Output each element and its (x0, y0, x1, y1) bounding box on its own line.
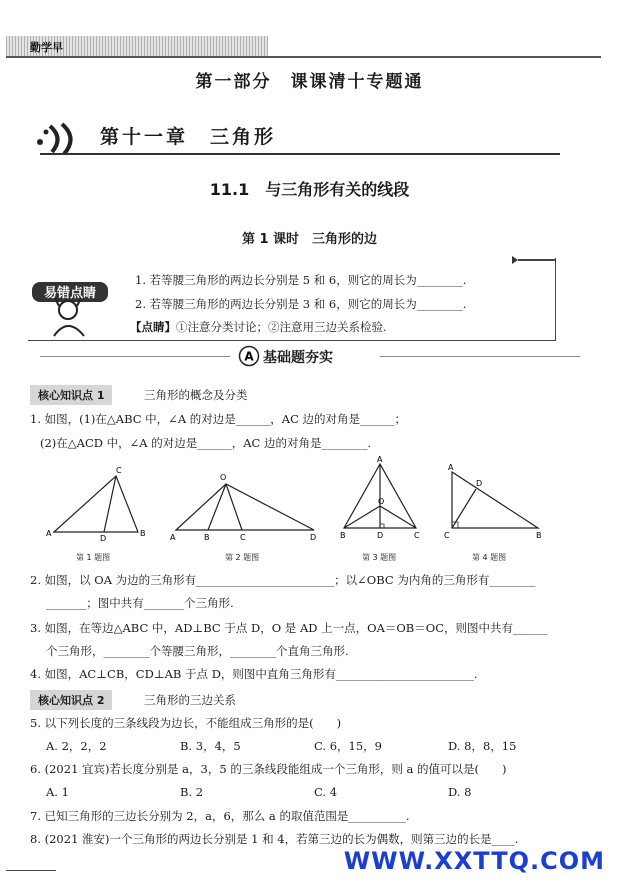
q3-line2: 个三角形，________个等腰三角形，________个直角三角形. (46, 644, 349, 658)
q6-option-c: C. 4 (314, 785, 338, 799)
tips-badge-icon (30, 276, 110, 338)
watermark-text: WWW.XXTTQ.COM (343, 847, 605, 875)
q6-option-a: A. 1 (46, 785, 69, 799)
q5-option-b: B. 3，4，5 (180, 739, 241, 753)
banner-line-left (40, 356, 230, 357)
q5-stem: 5. 以下列长度的三条线段为边长，不能组成三角形的是( ) (30, 716, 342, 730)
kp1-title: 三角形的概念及分类 (144, 388, 248, 402)
fig1-label-b: B (140, 529, 146, 538)
chapter-underline (40, 153, 560, 155)
chapter-title: 第十一章 三角形 (100, 126, 277, 148)
fig2-label-b: B (204, 533, 210, 542)
banner-badge-icon (238, 345, 260, 367)
q5-option-c: C. 6，15，9 (314, 739, 382, 753)
fig3-label-a: A (377, 455, 383, 464)
figure-3 (338, 454, 422, 544)
tip-item-2: 2. 若等腰三角形的两边长分别是 3 和 6，则它的周长为________. (135, 297, 467, 311)
figure-2 (168, 470, 328, 542)
section-title: 11.1 与三角形有关的线段 (209, 180, 410, 199)
tip-note-label: 【点睛】 (130, 320, 176, 334)
footer-line (6, 870, 56, 871)
q1-line1: 1. 如图，(1)在△ABC 中，∠A 的对边是______，AC 边的对角是______； (30, 412, 407, 426)
figure-1 (44, 464, 154, 542)
q6-option-d: D. 8 (448, 785, 472, 799)
fig4-label-b: B (536, 531, 542, 540)
q8-stem: 8. (2021 淮安)一个三角形的两边长分别是 1 和 4，若第三边的长为偶数，则第三边的长是____. (30, 832, 519, 846)
part-title: 第一部分 课课清十专题通 (195, 72, 424, 92)
fig2-label-o: O (220, 473, 227, 482)
fig4-caption: 第 4 题图 (472, 553, 507, 562)
q6-stem: 6. (2021 宜宾)若长度分别是 a，3，5 的三条线段能组成一个三角形，则 a 的值可以是( ) (30, 762, 507, 776)
fig4-label-a: A (448, 463, 454, 472)
header-label: 勤学早 (30, 41, 63, 54)
q2-line1: 2. 如图，以 OA 为边的三角形有________________________；以∠OBC 为内角的三角形有________ (30, 573, 536, 587)
tips-badge-text: 易错点睛 (43, 286, 97, 301)
fig3-caption: 第 3 题图 (362, 553, 397, 562)
q5-option-d: D. 8，8，15 (448, 739, 517, 753)
fig1-caption: 第 1 题图 (76, 553, 111, 562)
fig2-label-c: C (240, 533, 246, 542)
fig1-label-a: A (46, 529, 52, 538)
fig3-label-c: C (414, 531, 420, 540)
q5-option-a: A. 2，2，2 (46, 739, 107, 753)
kp2-label: 核心知识点 2 (30, 690, 112, 710)
q6-option-b: B. 2 (180, 785, 204, 799)
kp2-title: 三角形的三边关系 (144, 693, 236, 707)
q3-line1: 3. 如图，在等边△ABC 中，AD⊥BC 于点 D，O 是 AD 上一点，OA＝OB＝OC，则图中共有______ (30, 621, 548, 635)
banner-line-right (380, 356, 580, 357)
q4-line1: 4. 如图，AC⊥CB，CD⊥AB 于点 D，则图中直角三角形有________________________. (30, 667, 478, 681)
fig4-label-c: C (444, 531, 450, 540)
fig3-label-b: B (340, 531, 346, 540)
q7-stem: 7. 已知三角形的三边长分别为 2，a，6，那么 a 的取值范围是__________. (30, 809, 410, 823)
header-divider (6, 56, 601, 58)
tip-note: ①注意分类讨论；②注意用三边关系检验. (176, 320, 387, 334)
kp1-label: 核心知识点 1 (30, 385, 112, 405)
fig2-label-d: D (310, 533, 317, 542)
fig2-caption: 第 2 题图 (225, 553, 260, 562)
fig2-label-a: A (170, 533, 176, 542)
banner-letter: A (244, 349, 254, 364)
fig1-label-c: C (116, 466, 122, 475)
tips-top-line (518, 259, 556, 261)
figure-4 (440, 462, 548, 542)
fig3-label-d: D (377, 531, 384, 540)
banner-text: 基础题夯实 (263, 350, 333, 366)
lesson-title: 第 1 课时 三角形的边 (241, 232, 378, 247)
fig4-label-d: D (476, 479, 483, 488)
fig3-label-o: O (378, 497, 385, 506)
chapter-deco-icon (30, 118, 96, 156)
q1-line2: (2)在△ACD 中，∠A 的对边是______，AC 边的对角是________. (40, 436, 372, 450)
fig1-label-d: D (100, 534, 107, 542)
tip-item-1: 1. 若等腰三角形的两边长分别是 5 和 6，则它的周长为________. (135, 273, 467, 287)
q2-line2: _______；图中共有_______个三角形. (46, 596, 234, 610)
